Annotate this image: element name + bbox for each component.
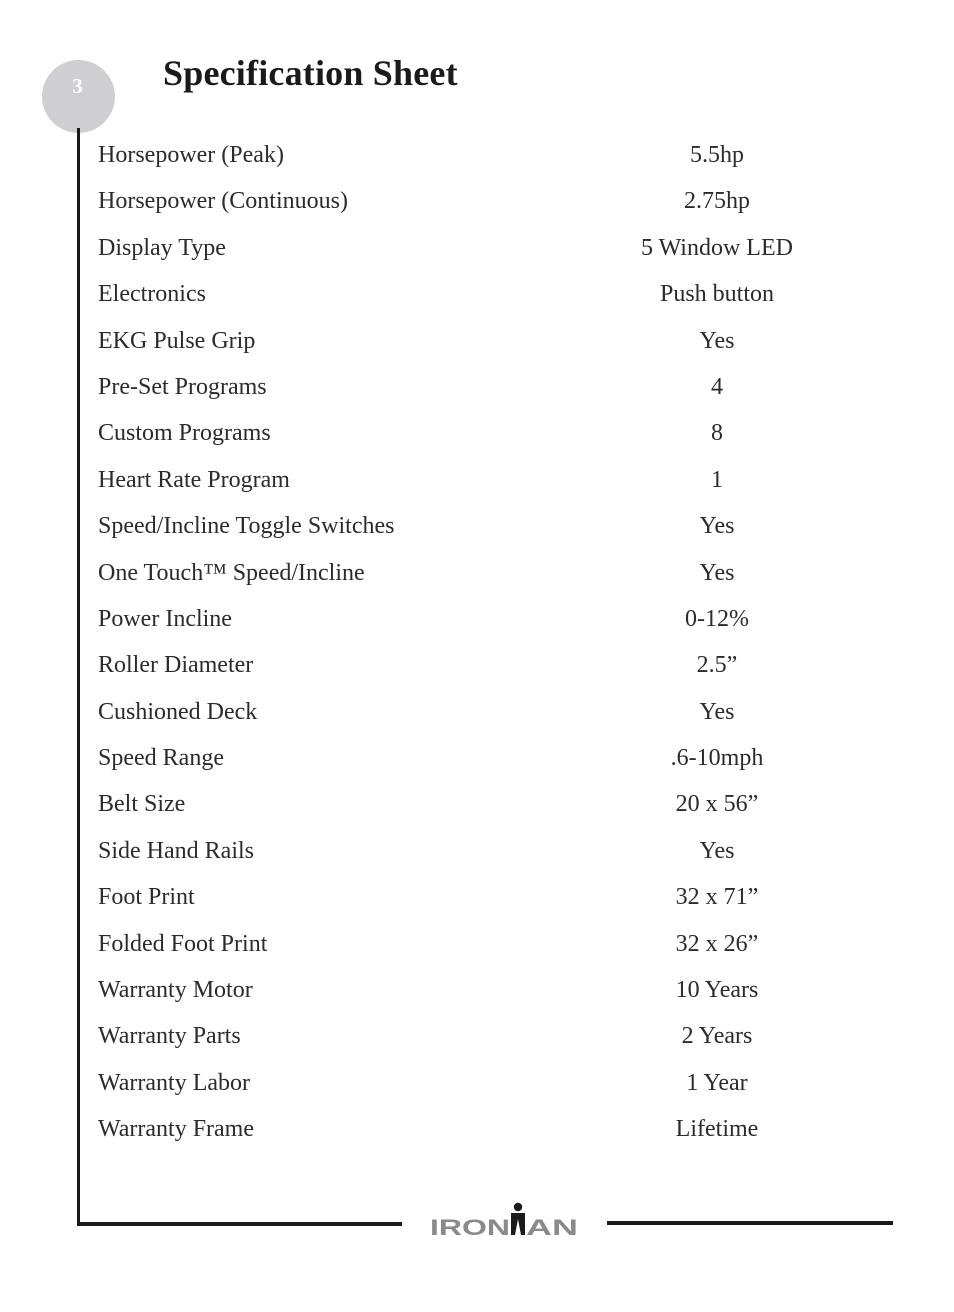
spec-row	[98, 231, 858, 277]
spec-row	[98, 1019, 858, 1065]
spec-row	[98, 880, 858, 926]
spec-row	[98, 324, 858, 370]
bottom-rule-right	[607, 1221, 893, 1225]
spec-row	[98, 973, 858, 1019]
spec-row	[98, 509, 858, 555]
spec-value: Push button	[659, 281, 775, 308]
spec-value: Yes	[699, 559, 735, 586]
spec-value: 20 x 56”	[675, 791, 759, 818]
spec-row	[98, 695, 858, 741]
spec-label: Custom Programs	[98, 420, 271, 447]
spec-value: 4	[711, 373, 723, 400]
spec-label: Power Incline	[98, 605, 232, 632]
spec-label: EKG Pulse Grip	[98, 327, 256, 354]
spec-value: .6-10mph	[670, 745, 764, 772]
spec-label: Warranty Parts	[98, 1023, 241, 1050]
logo-figure	[511, 1213, 525, 1235]
spec-row	[98, 787, 858, 833]
bottom-rule-left	[77, 1222, 402, 1226]
spec-value: 10 Years	[675, 977, 759, 1004]
spec-row	[98, 138, 858, 184]
spec-label: Folded Foot Print	[98, 930, 268, 957]
ironman-logo	[430, 1201, 580, 1239]
spec-value: Yes	[699, 698, 735, 725]
spec-row	[98, 1066, 858, 1112]
spec-value: 5.5hp	[690, 142, 744, 168]
spec-row	[98, 834, 858, 880]
spec-row	[98, 648, 858, 694]
spec-label: Speed Range	[98, 745, 224, 772]
spec-label: Display Type	[98, 234, 226, 261]
spec-row	[98, 556, 858, 602]
spec-value: Yes	[699, 837, 735, 864]
spec-row	[98, 184, 858, 230]
page-title: Specification Sheet	[163, 53, 458, 93]
spec-value: 1	[711, 466, 723, 493]
spec-row	[98, 463, 858, 509]
spec-row	[98, 602, 858, 648]
spec-value: 8	[711, 420, 723, 447]
spec-label: One Touch™ Speed/Incline	[98, 559, 365, 586]
spec-row	[98, 1112, 858, 1158]
spec-label: Horsepower (Peak)	[98, 142, 284, 168]
spec-label: Heart Rate Program	[98, 466, 290, 493]
spec-label: Speed/Incline Toggle Switches	[98, 513, 395, 540]
spec-label: Warranty Labor	[98, 1069, 250, 1096]
logo-text-right: AN	[526, 1215, 578, 1239]
spec-value: Lifetime	[675, 1116, 759, 1143]
spec-label: Horsepower (Continuous)	[98, 188, 348, 215]
spec-label: Foot Print	[98, 884, 195, 911]
spec-label: Warranty Motor	[98, 977, 253, 1004]
spec-value: Yes	[699, 327, 735, 354]
spec-row	[98, 416, 858, 462]
spec-row	[98, 741, 858, 787]
spec-value: 32 x 26”	[675, 930, 759, 957]
spec-value: 2 Years	[681, 1023, 753, 1050]
spec-row	[98, 277, 858, 323]
page-number-badge	[42, 60, 115, 133]
spec-label: Electronics	[98, 281, 206, 308]
logo-text-left: IRON	[430, 1215, 510, 1239]
logo-head-dot	[514, 1203, 522, 1211]
spec-label: Side Hand Rails	[98, 837, 254, 864]
spec-table	[98, 138, 858, 1159]
spec-label: Roller Diameter	[98, 652, 254, 679]
spec-value: 2.5”	[696, 652, 738, 679]
page-number: 3	[72, 74, 83, 98]
spec-value: 2.75hp	[684, 188, 750, 215]
left-border-line	[77, 128, 80, 1226]
spec-label: Pre-Set Programs	[98, 373, 267, 400]
spec-value: 0-12%	[685, 605, 749, 632]
spec-value: 1 Year	[686, 1069, 748, 1096]
spec-value: 5 Window LED	[641, 234, 793, 261]
spec-row	[98, 927, 858, 973]
spec-label: Belt Size	[98, 791, 186, 818]
spec-label: Warranty Frame	[98, 1116, 254, 1143]
spec-value: Yes	[699, 513, 735, 540]
spec-value: 32 x 71”	[675, 884, 759, 911]
spec-row	[98, 370, 858, 416]
spec-label: Cushioned Deck	[98, 698, 258, 725]
